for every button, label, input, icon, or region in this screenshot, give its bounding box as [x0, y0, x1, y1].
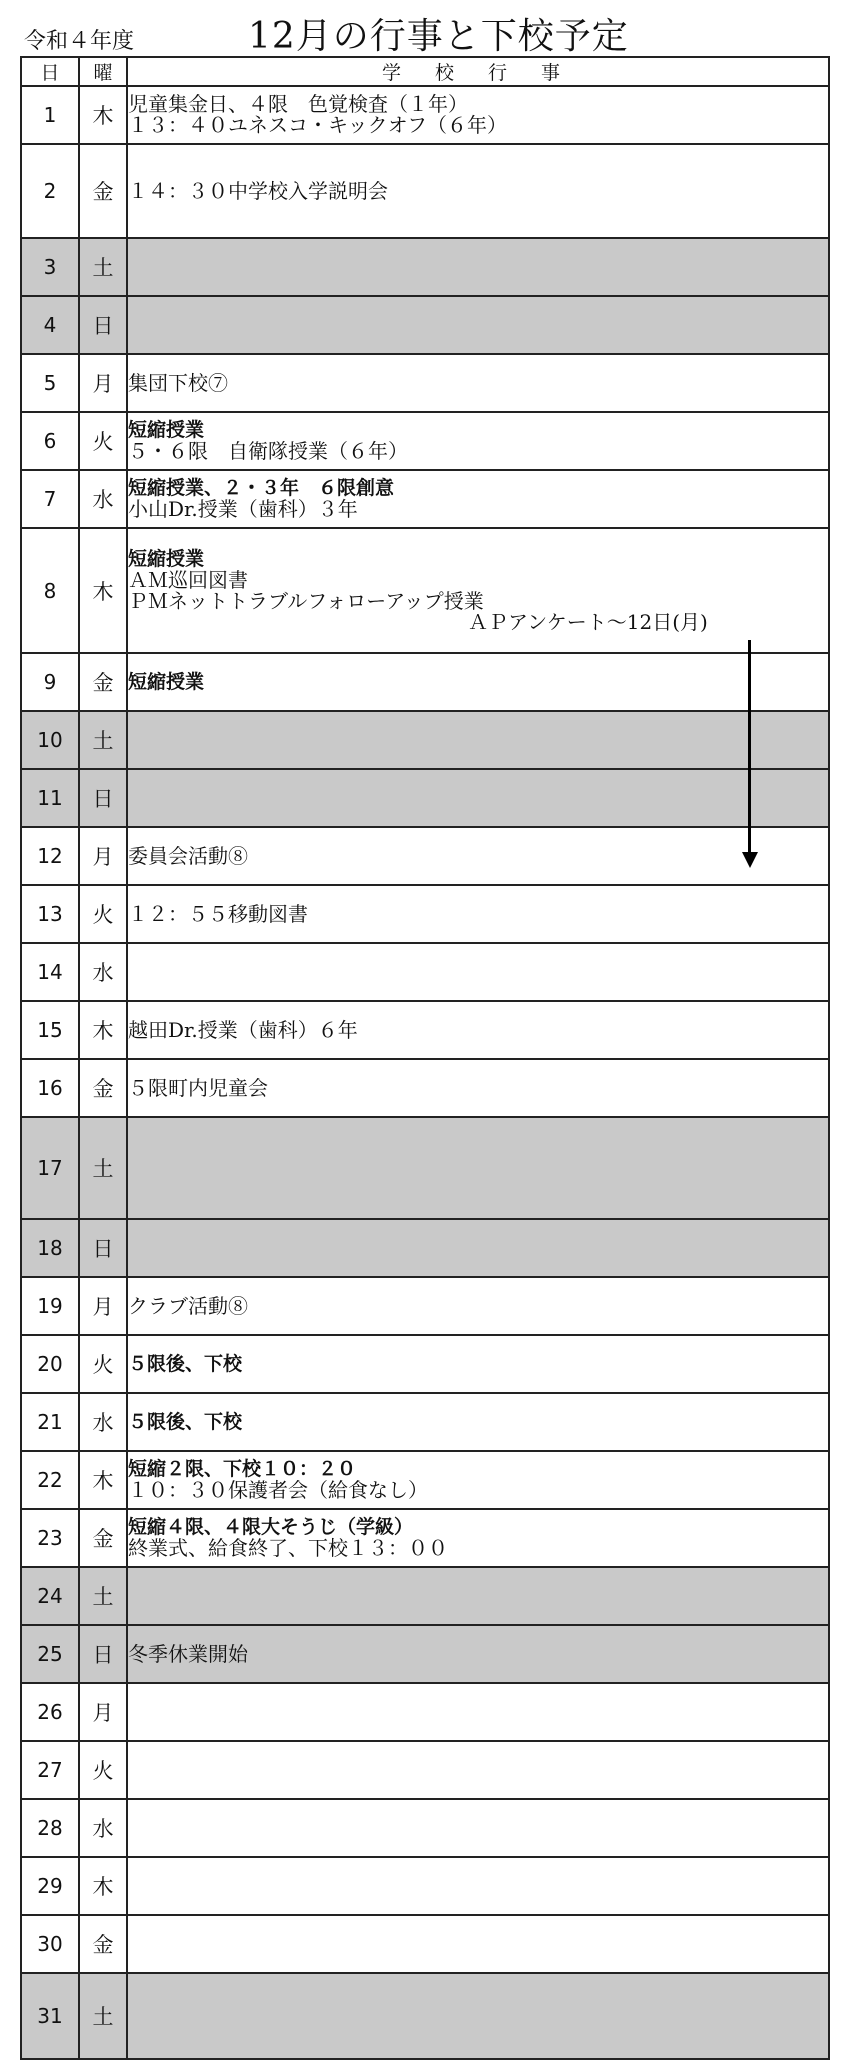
weekday-cell: 月: [79, 827, 127, 885]
weekday-cell: 火: [79, 412, 127, 470]
weekday-cell: 水: [79, 943, 127, 1001]
table-row: [21, 653, 829, 711]
event-cell: [127, 1335, 829, 1393]
day-cell: 21: [21, 1393, 79, 1451]
event-line: 冬季休業開始: [128, 1641, 248, 1666]
table-row: [21, 412, 829, 470]
weekday-cell: 木: [79, 1451, 127, 1509]
table-row: [21, 1393, 829, 1451]
weekday-cell: 土: [79, 1117, 127, 1219]
weekday-cell: 木: [79, 86, 127, 144]
event-line: 児童集金日、４限 色覚検査（１年）: [128, 92, 468, 116]
weekday-cell: 土: [79, 1973, 127, 2059]
weekday-cell: 土: [79, 1567, 127, 1625]
day-cell: 5: [21, 354, 79, 412]
event-cell: [127, 1857, 829, 1915]
event-cell: [127, 1683, 829, 1741]
table-row: [21, 1001, 829, 1059]
event-line: 終業式、給食終了、下校１３：００: [128, 1536, 448, 1560]
weekday-cell: 木: [79, 1001, 127, 1059]
day-cell: 30: [21, 1915, 79, 1973]
column-header-weekday: 曜: [79, 57, 127, 86]
weekday-cell: 金: [79, 653, 127, 711]
weekday-cell: 水: [79, 470, 127, 528]
weekday-cell: 火: [79, 1335, 127, 1393]
weekday-cell: 月: [79, 1683, 127, 1741]
event-cell: [127, 238, 829, 296]
table-row: [21, 470, 829, 528]
event-line: クラブ活動⑧: [128, 1293, 248, 1318]
day-cell: 3: [21, 238, 79, 296]
event-cell: [127, 354, 829, 412]
day-cell: 31: [21, 1973, 79, 2059]
weekday-cell: 火: [79, 1741, 127, 1799]
event-cell: [127, 412, 829, 470]
day-cell: 27: [21, 1741, 79, 1799]
event-cell: [127, 885, 829, 943]
event-line: ５限町内児童会: [128, 1075, 268, 1100]
day-cell: 20: [21, 1335, 79, 1393]
event-line: ５・６限 自衛隊授業（６年）: [128, 439, 408, 463]
event-line: 集団下校⑦: [128, 370, 228, 395]
table-row: [21, 1451, 829, 1509]
event-line: 短縮授業: [128, 419, 205, 441]
event-cell: [127, 1509, 829, 1567]
event-cell: [127, 86, 829, 144]
day-cell: 25: [21, 1625, 79, 1683]
date-range-arrow: [748, 640, 751, 858]
arrow-head-icon: [742, 852, 758, 868]
table-row: [21, 1857, 829, 1915]
weekday-cell: 金: [79, 144, 127, 238]
event-line: ＡＰアンケート～12日(月): [468, 609, 708, 634]
table-row: [21, 1741, 829, 1799]
table-row: [21, 885, 829, 943]
day-cell: 7: [21, 470, 79, 528]
column-header-events: 学 校 行 事: [127, 57, 829, 86]
weekday-cell: 火: [79, 885, 127, 943]
weekday-cell: 日: [79, 1625, 127, 1683]
event-line: 短縮授業: [128, 547, 205, 570]
weekday-cell: 金: [79, 1915, 127, 1973]
event-cell: [127, 1059, 829, 1117]
table-row: [21, 1625, 829, 1683]
event-cell: [127, 1973, 829, 2059]
table-row: [21, 528, 829, 653]
weekday-cell: 木: [79, 528, 127, 653]
weekday-cell: 土: [79, 711, 127, 769]
event-cell: [127, 1625, 829, 1683]
day-cell: 17: [21, 1117, 79, 1219]
event-line: ＡＭ巡回図書: [128, 567, 248, 592]
event-cell: [127, 1393, 829, 1451]
event-line: ＰＭネットトラブルフォローアップ授業: [128, 588, 484, 613]
event-line: １３：４０ユネスコ・キックオフ（６年）: [128, 113, 507, 137]
event-cell: [127, 470, 829, 528]
event-cell: [127, 827, 829, 885]
schedule-body: [21, 86, 829, 2059]
day-cell: 28: [21, 1799, 79, 1857]
table-row: [21, 144, 829, 238]
day-cell: 19: [21, 1277, 79, 1335]
day-cell: 8: [21, 528, 79, 653]
table-row: [21, 827, 829, 885]
page-title: 12月の行事と下校予定: [248, 16, 629, 57]
event-cell: [127, 296, 829, 354]
day-cell: 1: [21, 86, 79, 144]
schedule-table: [20, 56, 830, 2060]
table-row: [21, 1059, 829, 1117]
column-header-day: 日: [21, 57, 79, 86]
event-line: 短縮２限、下校１０：２０: [128, 1458, 357, 1480]
event-cell: [127, 769, 829, 827]
table-row: [21, 238, 829, 296]
table-row: [21, 711, 829, 769]
day-cell: 16: [21, 1059, 79, 1117]
weekday-cell: 木: [79, 1857, 127, 1915]
table-row: [21, 1683, 829, 1741]
day-cell: 15: [21, 1001, 79, 1059]
table-row: [21, 769, 829, 827]
table-row: [21, 86, 829, 144]
day-cell: 11: [21, 769, 79, 827]
day-cell: 6: [21, 412, 79, 470]
weekday-cell: 金: [79, 1059, 127, 1117]
event-cell: [127, 1277, 829, 1335]
table-row: [21, 1567, 829, 1625]
table-row: [21, 354, 829, 412]
table-row: [21, 1915, 829, 1973]
event-line: 短縮授業、２・３年 ６限創意: [128, 477, 395, 499]
day-cell: 22: [21, 1451, 79, 1509]
table-row: [21, 1117, 829, 1219]
event-cell: [127, 1219, 829, 1277]
table-row: [21, 1973, 829, 2059]
table-row: [21, 1799, 829, 1857]
event-line: １０：３０保護者会（給食なし）: [128, 1478, 428, 1502]
event-cell: [127, 1001, 829, 1059]
event-cell: [127, 1117, 829, 1219]
weekday-cell: 土: [79, 238, 127, 296]
event-line: ５限後、下校: [128, 1352, 243, 1375]
day-cell: 29: [21, 1857, 79, 1915]
day-cell: 13: [21, 885, 79, 943]
event-cell: [127, 943, 829, 1001]
weekday-cell: 水: [79, 1393, 127, 1451]
weekday-cell: 水: [79, 1799, 127, 1857]
event-cell: [127, 653, 829, 711]
table-row: [21, 1335, 829, 1393]
event-cell: [127, 711, 829, 769]
day-cell: 23: [21, 1509, 79, 1567]
day-cell: 10: [21, 711, 79, 769]
day-cell: 18: [21, 1219, 79, 1277]
event-cell: [127, 1451, 829, 1509]
table-row: [21, 943, 829, 1001]
day-cell: 26: [21, 1683, 79, 1741]
table-header-row: [21, 57, 829, 86]
day-cell: 2: [21, 144, 79, 238]
day-cell: 24: [21, 1567, 79, 1625]
weekday-cell: 月: [79, 1277, 127, 1335]
day-cell: 4: [21, 296, 79, 354]
event-cell: [127, 1799, 829, 1857]
event-cell: [127, 1915, 829, 1973]
event-line: 短縮４限、４限大そうじ（学級）: [128, 1516, 414, 1538]
page-header: [0, 0, 847, 56]
event-cell: [127, 144, 829, 238]
event-line: ５限後、下校: [128, 1410, 243, 1433]
event-cell: [127, 1567, 829, 1625]
table-row: [21, 1277, 829, 1335]
school-year-label: 令和４年度: [24, 29, 135, 54]
event-cell: [127, 1741, 829, 1799]
table-row: [21, 1219, 829, 1277]
weekday-cell: 日: [79, 1219, 127, 1277]
event-line: 短縮授業: [128, 670, 205, 693]
event-line: 委員会活動⑧: [128, 843, 248, 868]
table-row: [21, 296, 829, 354]
event-line: 小山Dr.授業（歯科）３年: [128, 497, 358, 521]
event-cell: [127, 528, 829, 653]
event-line: １２：５５移動図書: [128, 901, 308, 926]
weekday-cell: 日: [79, 296, 127, 354]
event-line: １４：３０中学校入学説明会: [128, 178, 388, 203]
weekday-cell: 金: [79, 1509, 127, 1567]
event-line: 越田Dr.授業（歯科）６年: [128, 1017, 358, 1042]
table-row: [21, 1509, 829, 1567]
day-cell: 9: [21, 653, 79, 711]
day-cell: 12: [21, 827, 79, 885]
weekday-cell: 月: [79, 354, 127, 412]
day-cell: 14: [21, 943, 79, 1001]
weekday-cell: 日: [79, 769, 127, 827]
